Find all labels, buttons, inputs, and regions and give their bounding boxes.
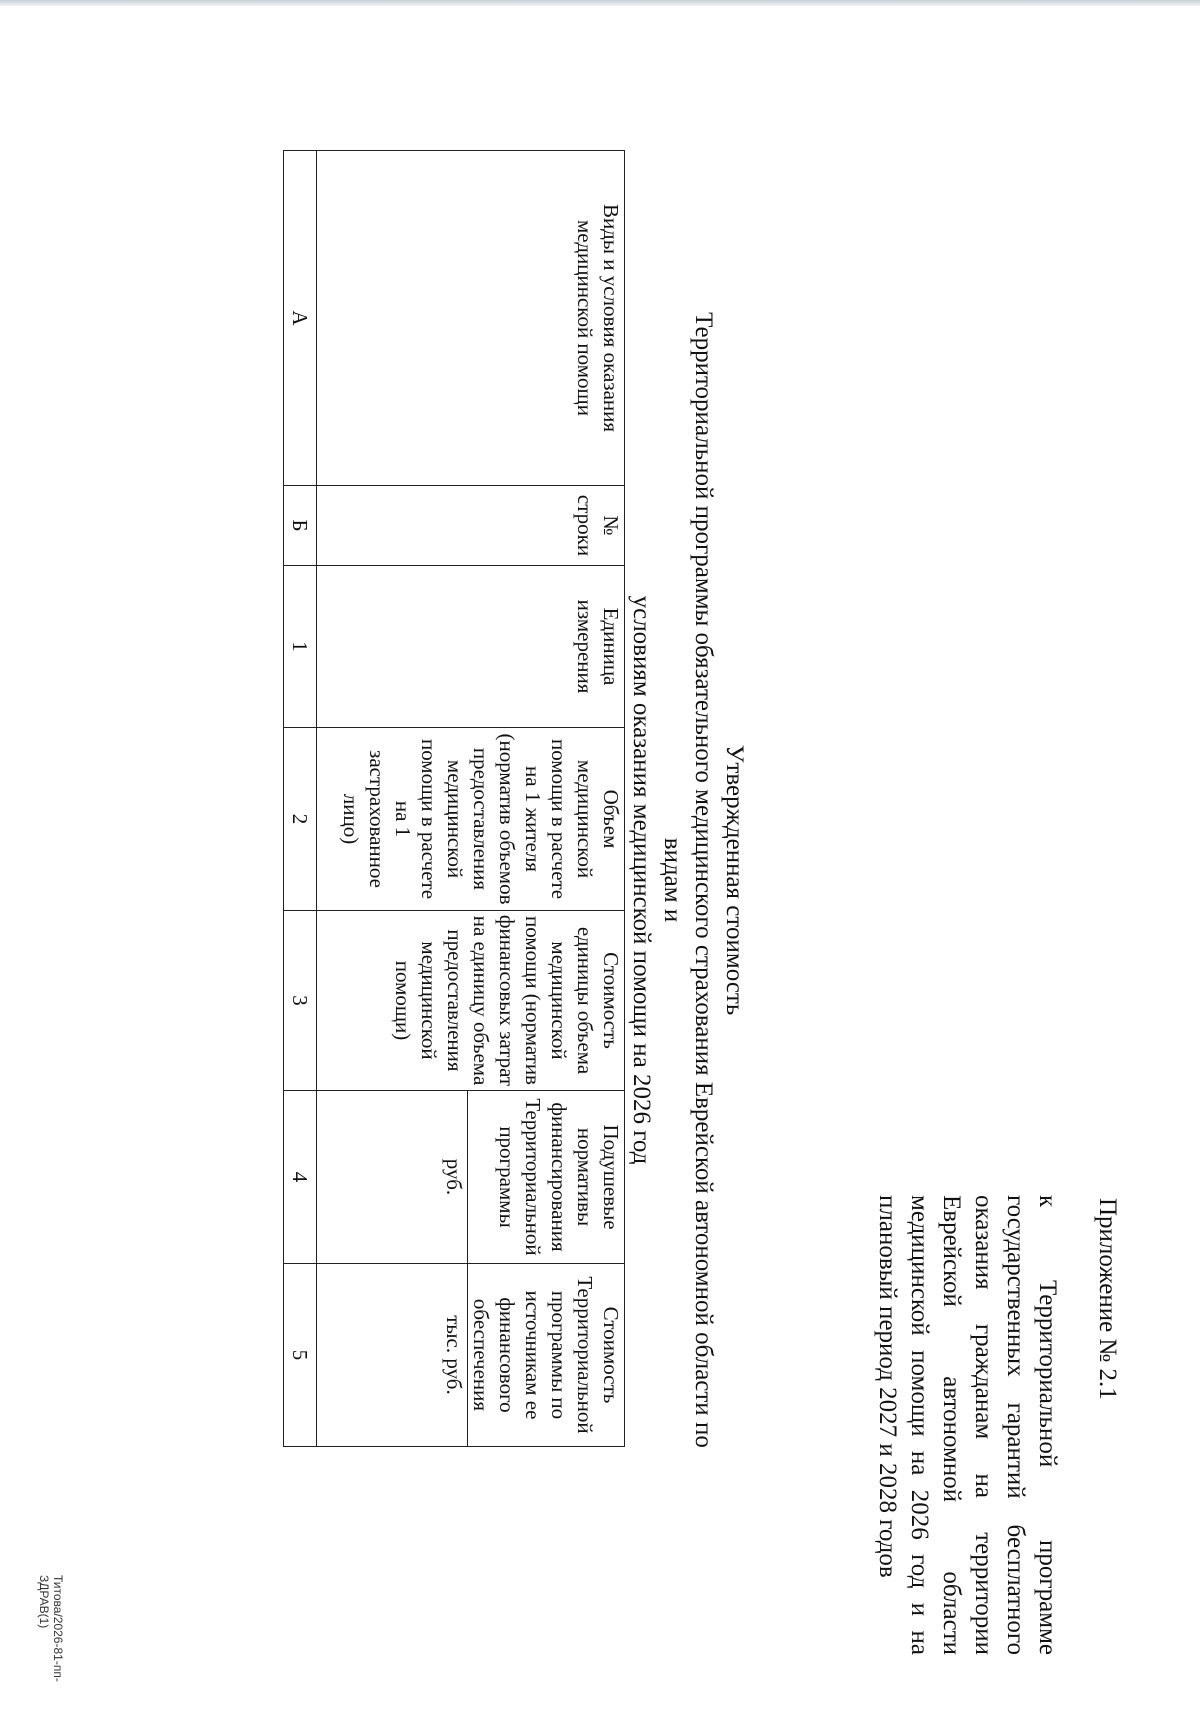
appendix-text: к Территориальной программе государственных гарантий бесплатного оказания гражданам на территории Еврейской автономной области медицинской помощи на 2026 год и на плановый период 2027 и 2028 годов <box>874 1195 1061 1655</box>
header-volume: Объем медицинской помощи в расчете на 1 жителя (норматив объемов предоставления медицинской помощи в расчете на 1 застрахованное лицо) <box>317 728 625 911</box>
table-header-row <box>468 151 625 1447</box>
heading-line-1: Утвержденная стоимость <box>721 744 748 1016</box>
index-cell: 1 <box>284 566 317 728</box>
table-index-row <box>284 151 317 1447</box>
index-cell: 3 <box>284 911 317 1091</box>
index-cell: А <box>284 151 317 486</box>
header-row-number: № строки <box>317 486 625 566</box>
header-unit: Единица измерения <box>317 566 625 728</box>
heading-line-2: Территориальной программы обязательного медицинского страхования Еврейской автономной области по видам и <box>659 312 717 1448</box>
index-cell: Б <box>284 486 317 566</box>
footer-reference: Титова/2026-81-пп-ЗДРАВ(1) <box>37 1575 65 1682</box>
header-unit-cost: Стоимость единицы объема медицинской помощи (норматив финансовых затрат на единицу объема предоставления медицинской помощи) <box>317 911 625 1091</box>
index-cell: 4 <box>284 1091 317 1264</box>
header-program-cost: Стоимость Территориальной программы по источникам ее финансового обеспечения <box>468 1264 625 1447</box>
header-per-capita: Подушевые нормативы финансирования Территориальной программы <box>468 1091 625 1264</box>
index-cell: 5 <box>284 1264 317 1447</box>
appendix-title: Приложение № 2.1 <box>1094 1198 1121 1400</box>
appendix-block <box>871 1195 1123 1655</box>
document-heading <box>626 310 750 1450</box>
cost-table <box>283 150 625 1447</box>
unit-rub: руб. <box>317 1091 468 1264</box>
index-cell: 2 <box>284 728 317 911</box>
unit-thousand-rub: тыс. руб. <box>317 1264 468 1447</box>
heading-line-3: условиям оказания медицинской помощи на 2026 год <box>628 595 655 1165</box>
header-services: Виды и условия оказания медицинской помощи <box>317 151 625 486</box>
